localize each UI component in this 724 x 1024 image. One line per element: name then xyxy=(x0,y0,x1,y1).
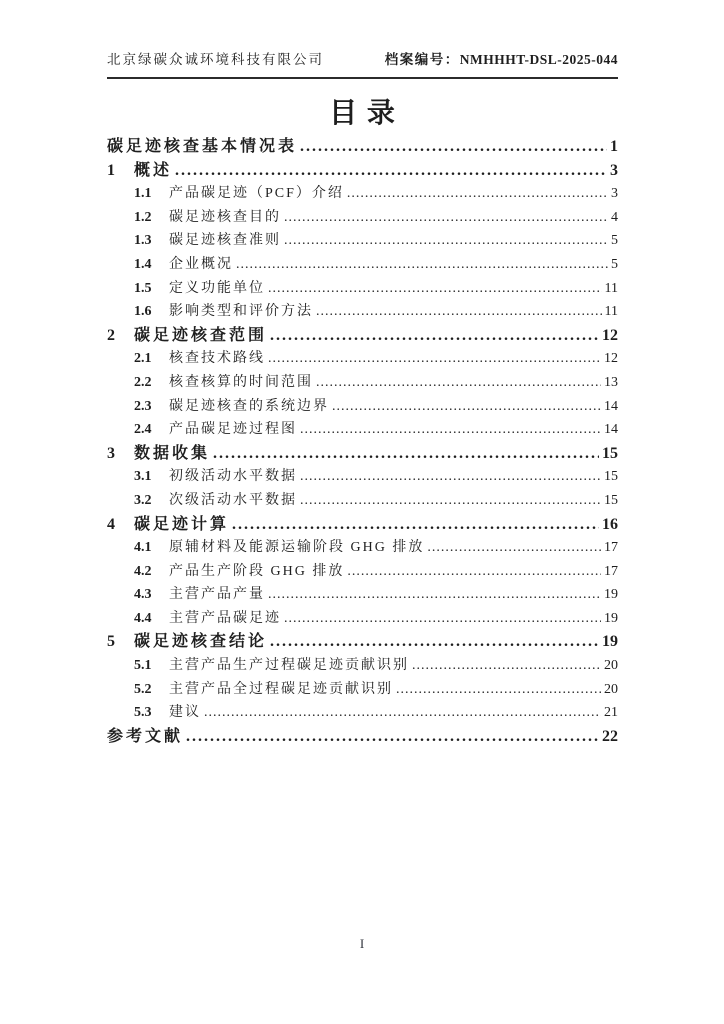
toc-entry[interactable] xyxy=(107,489,618,513)
toc-entry[interactable] xyxy=(107,159,618,183)
toc-entry-page-number: 15 xyxy=(602,444,618,462)
toc-dot-leader xyxy=(300,135,607,159)
toc-entry-label: 产品碳足迹过程图 xyxy=(169,422,297,438)
toc-entry-number: 4 xyxy=(107,515,115,533)
toc-entry-label: 碳足迹核查准则 xyxy=(169,233,281,249)
toc-entry-number: 1.1 xyxy=(134,186,152,202)
toc-entry[interactable] xyxy=(107,300,618,324)
toc-dot-leader xyxy=(300,465,601,489)
toc-dot-leader xyxy=(186,725,599,749)
toc-entry-number: 1.2 xyxy=(134,209,152,225)
toc-entry-label: 原辅材料及能源运输阶段 GHG 排放 xyxy=(169,540,425,556)
toc-dot-leader xyxy=(236,253,608,277)
toc-dot-leader xyxy=(268,347,601,371)
toc-entry-label: 参考文献 xyxy=(107,727,184,745)
toc-entry[interactable] xyxy=(107,135,618,159)
toc-entry-page-number: 21 xyxy=(604,705,618,721)
toc-entry-number: 5.2 xyxy=(134,681,152,697)
toc-entry-label: 初级活动水平数据 xyxy=(169,469,297,485)
company-name: 北京绿碳众诚环境科技有限公司 xyxy=(107,52,324,67)
toc-entry-label: 碳足迹核查基本情况表 xyxy=(107,138,298,155)
toc-entry-number: 4.4 xyxy=(134,610,152,626)
toc-entry-page-number: 14 xyxy=(604,422,618,438)
toc-dot-leader xyxy=(268,277,602,301)
toc-entry-number: 4.3 xyxy=(134,587,152,603)
toc-entry-label: 次级活动水平数据 xyxy=(169,492,297,508)
toc-entry-page-number: 4 xyxy=(611,209,618,225)
toc-dot-leader xyxy=(213,442,599,466)
toc-entry-number: 3 xyxy=(107,444,115,462)
toc-entry-number: 1.6 xyxy=(134,304,152,320)
toc-entry-number: 5.1 xyxy=(134,658,152,674)
toc-entry-page-number: 17 xyxy=(604,540,618,556)
toc-entry-label: 碳足迹核查范围 xyxy=(134,326,268,344)
toc-entry[interactable] xyxy=(107,395,618,419)
toc-entry-number: 3.2 xyxy=(134,492,152,508)
toc-dot-leader xyxy=(270,324,599,348)
toc-entry-page-number: 19 xyxy=(604,610,618,626)
toc-entry[interactable] xyxy=(107,560,618,584)
toc-dot-leader xyxy=(427,536,601,560)
toc-entry-page-number: 17 xyxy=(604,563,618,579)
toc-entry-number: 2.3 xyxy=(134,398,152,414)
toc-entry-page-number: 3 xyxy=(610,161,618,179)
toc-entry-page-number: 15 xyxy=(604,492,618,508)
toc-entry-label: 主营产品产量 xyxy=(169,587,265,603)
toc-entry-label: 主营产品碳足迹 xyxy=(169,610,281,626)
toc-entry-label: 影响类型和评价方法 xyxy=(169,304,313,320)
toc-entry-number: 2.2 xyxy=(134,374,152,390)
toc-dot-leader xyxy=(300,489,601,513)
toc-entry-label: 主营产品生产过程碳足迹贡献识别 xyxy=(169,658,409,674)
toc-entry-page-number: 22 xyxy=(602,727,618,745)
toc-entry[interactable] xyxy=(107,371,618,395)
toc-dot-leader xyxy=(332,395,601,419)
toc-entry-page-number: 13 xyxy=(604,374,618,390)
toc-entry-page-number: 20 xyxy=(604,658,618,674)
toc-entry-number: 1 xyxy=(107,161,115,179)
toc-entry[interactable] xyxy=(107,206,618,230)
toc-entry[interactable] xyxy=(107,418,618,442)
toc-entry-page-number: 11 xyxy=(604,304,618,320)
toc-entry[interactable] xyxy=(107,536,618,560)
toc-entry-label: 数据收集 xyxy=(134,444,211,462)
toc-entry[interactable] xyxy=(107,513,618,537)
toc-entry[interactable] xyxy=(107,442,618,466)
toc-title: 目录 xyxy=(329,98,405,129)
toc-entry-page-number: 1 xyxy=(610,138,618,155)
toc-entry-page-number: 5 xyxy=(611,256,618,272)
toc-entry-label: 定义功能单位 xyxy=(169,280,265,296)
toc-entry-page-number: 20 xyxy=(604,681,618,697)
toc-entry[interactable] xyxy=(107,725,618,749)
toc-entry-label: 碳足迹核查的系统边界 xyxy=(169,398,329,414)
toc-entry-page-number: 19 xyxy=(602,633,618,651)
toc-entry[interactable] xyxy=(107,182,618,206)
toc-entry-label: 碳足迹核查结论 xyxy=(134,633,268,651)
toc-entry-label: 企业概况 xyxy=(169,256,233,272)
toc-dot-leader xyxy=(268,583,601,607)
toc-entry-label: 核查核算的时间范围 xyxy=(169,374,313,390)
toc-entry-label: 产品生产阶段 GHG 排放 xyxy=(169,563,345,579)
toc-entry[interactable] xyxy=(107,253,618,277)
toc-entry-number: 1.5 xyxy=(134,280,152,296)
toc-entry-number: 2.1 xyxy=(134,351,152,367)
toc-entry-page-number: 12 xyxy=(604,351,618,367)
toc-dot-leader xyxy=(300,418,601,442)
toc-entry-label: 概述 xyxy=(134,161,173,179)
toc-entry[interactable] xyxy=(107,465,618,489)
toc-entry[interactable] xyxy=(107,277,618,301)
toc-entry-number: 2.4 xyxy=(134,422,152,438)
toc-entry-page-number: 15 xyxy=(604,469,618,485)
toc-entry-number: 5.3 xyxy=(134,705,152,721)
toc-entry-page-number: 5 xyxy=(611,233,618,249)
toc-entry-number: 1.4 xyxy=(134,256,152,272)
toc-entry-label: 主营产品全过程碳足迹贡献识别 xyxy=(169,681,393,697)
toc-entry-page-number: 14 xyxy=(604,398,618,414)
footer-page-number: I xyxy=(359,936,365,951)
toc-entry-label: 产品碳足迹（PCF）介绍 xyxy=(169,186,344,202)
toc-entry-page-number: 11 xyxy=(604,280,618,296)
archive-number-label: 档案编号： xyxy=(384,52,460,67)
toc-entry-number: 3.1 xyxy=(134,469,152,485)
toc-entry[interactable] xyxy=(107,630,618,654)
toc-entry[interactable] xyxy=(107,678,618,702)
archive-number xyxy=(385,48,618,68)
toc-dot-leader xyxy=(316,371,601,395)
toc-dot-leader xyxy=(396,678,601,702)
toc-entry-label: 建议 xyxy=(169,705,201,721)
toc-dot-leader xyxy=(204,701,601,725)
toc-entry[interactable] xyxy=(107,324,618,348)
toc-entry[interactable] xyxy=(107,583,618,607)
toc-entry-page-number: 19 xyxy=(604,587,618,603)
toc-entry-number: 2 xyxy=(107,326,115,344)
toc-dot-leader xyxy=(284,607,601,631)
toc-dot-leader xyxy=(316,300,602,324)
toc-entry-number: 4.2 xyxy=(134,563,152,579)
toc-dot-leader xyxy=(175,159,607,183)
toc-dot-leader xyxy=(270,630,599,654)
toc-entry-label: 核查技术路线 xyxy=(169,351,265,367)
toc-entry[interactable] xyxy=(107,654,618,678)
toc-dot-leader xyxy=(347,182,608,206)
page-header xyxy=(107,48,618,79)
toc-entry[interactable] xyxy=(107,229,618,253)
toc-entry-page-number: 3 xyxy=(611,186,618,202)
toc-dot-leader xyxy=(412,654,601,678)
toc-entry-label: 碳足迹计算 xyxy=(134,515,230,533)
toc-entry-number: 4.1 xyxy=(134,540,152,556)
toc-entry-number: 5 xyxy=(107,633,115,651)
toc-list xyxy=(107,135,618,748)
toc-entry[interactable] xyxy=(107,607,618,631)
toc-entry[interactable] xyxy=(107,347,618,371)
toc-entry-page-number: 12 xyxy=(602,326,618,344)
toc-entry-label: 碳足迹核查目的 xyxy=(169,209,281,225)
toc-dot-leader xyxy=(347,560,601,584)
toc-entry-number: 1.3 xyxy=(134,233,152,249)
toc-entry-page-number: 16 xyxy=(602,515,618,533)
toc-entry[interactable] xyxy=(107,701,618,725)
toc-dot-leader xyxy=(232,513,599,537)
toc-dot-leader xyxy=(284,229,608,253)
toc-dot-leader xyxy=(284,206,608,230)
archive-number-value: NMHHHT-DSL-2025-044 xyxy=(459,52,618,67)
